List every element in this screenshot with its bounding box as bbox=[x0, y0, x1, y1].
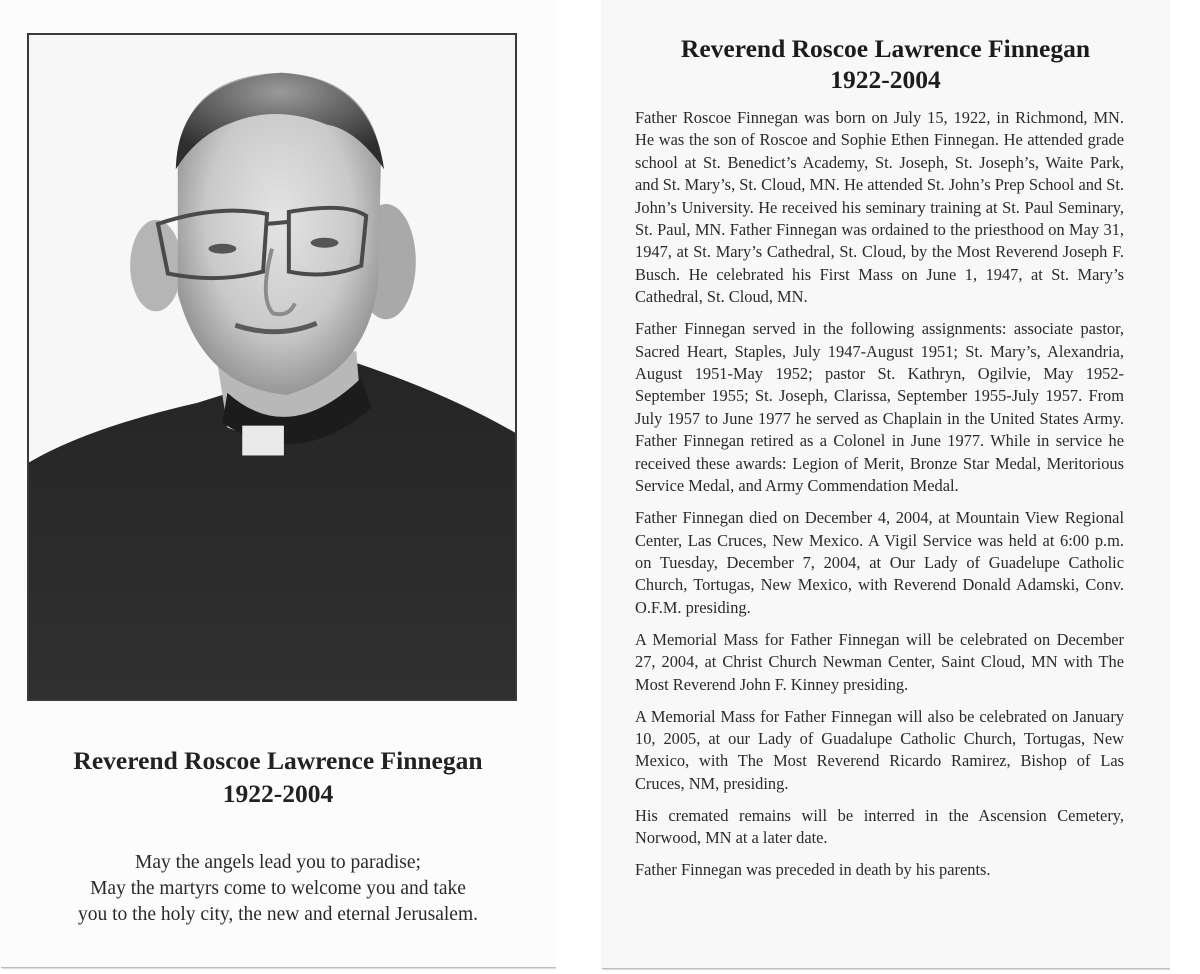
prayer-line: you to the holy city, the new and eternal Jerusalem. bbox=[78, 904, 478, 925]
front-title-name: Reverend Roscoe Lawrence Finnegan bbox=[73, 746, 483, 775]
prayer-text bbox=[0, 850, 556, 928]
obituary-paragraph-death: Father Finnegan died on December 4, 2004, at Mountain View Regional Center, Las Cruces, New Mexico. A Vigil Service was held at 6:00 p.m. on Tuesday, December 7, 2004, at Our Lady of Guadelupe Catholic Church, Tortugas, New Mexico, with Reverend Donald Adamski, Conv. O.F.M. presiding. bbox=[635, 508, 1124, 617]
obituary-paragraph-assignments: Father Finnegan served in the following assignments: associate pastor, Sacred Heart, Staples, July 1947-August 1951; St. Mary’s, Alexandria, August 1951-May 1952; pastor St. Kathryn, Ogilvie, May 1952-September 1955; St. Joseph, Clarissa, September 1955-July 1957. From July 1957 to June 1977 he served as Chaplain in the United States Army. Father Finnegan retired as a Colonel in June 1977. While in service he received these awards: Legion of Merit, Bronze Star Medal, Meritorious Service Medal, and Army Commendation Medal. bbox=[635, 319, 1124, 496]
obituary-paragraph-survivors: Father Finnegan was preceded in death by his parents. bbox=[635, 860, 991, 880]
front-title bbox=[0, 744, 556, 810]
obituary-paragraph-memorial-mass-2: A Memorial Mass for Father Finnegan will also be celebrated on January 10, 2005, at our Lady of Guadalupe Catholic Church, Tortugas, New Mexico, with The Most Reverend Ricardo Ramirez, Bishop of Las Cruces, NM, presiding. bbox=[635, 706, 1124, 793]
clerical-collar bbox=[242, 426, 284, 456]
portrait-photo bbox=[27, 33, 517, 701]
obituary-body bbox=[635, 107, 1124, 891]
page-margin bbox=[1170, 0, 1200, 974]
back-title bbox=[601, 33, 1170, 95]
obituary-paragraph-biography: Father Roscoe Finnegan was born on July 15, 1922, in Richmond, MN. He was the son of Roscoe and Sophie Ethen Finnegan. He attended grade school at St. Benedict’s Academy, St. Joseph, St. Joseph’s, Waite Park, and St. Mary’s, St. Cloud, MN. He attended St. John’s Prep School and St. John’s University. He received his seminary training at St. Paul Seminary, St. Paul, MN. Father Finnegan was ordained to the priesthood on May 31, 1947, at St. Mary’s Cathedral, St. Cloud, by the Most Reverend Joseph F. Busch. He celebrated his First Mass on June 1, 1947, at St. Mary’s Cathedral, St. Cloud, MN. bbox=[635, 108, 1124, 307]
obituary-paragraph-memorial-mass-1: A Memorial Mass for Father Finnegan will be celebrated on December 27, 2004, at Christ Church Newman Center, Saint Cloud, MN with The Most Reverend John F. Kinney presiding. bbox=[635, 629, 1124, 694]
back-title-name: Reverend Roscoe Lawrence Finnegan bbox=[680, 34, 1091, 63]
page-gap bbox=[556, 0, 601, 974]
front-title-years: 1922-2004 bbox=[222, 779, 334, 808]
prayer-line: May the martyrs come to welcome you and take bbox=[90, 878, 466, 899]
obituary-paragraph-interment: His cremated remains will be interred in the Ascension Cemetery, Norwood, MN at a later date. bbox=[635, 805, 1124, 848]
prayer-line: May the angels lead you to paradise; bbox=[135, 852, 421, 873]
back-title-years: 1922-2004 bbox=[830, 65, 941, 94]
portrait-photo-icon bbox=[29, 35, 515, 699]
